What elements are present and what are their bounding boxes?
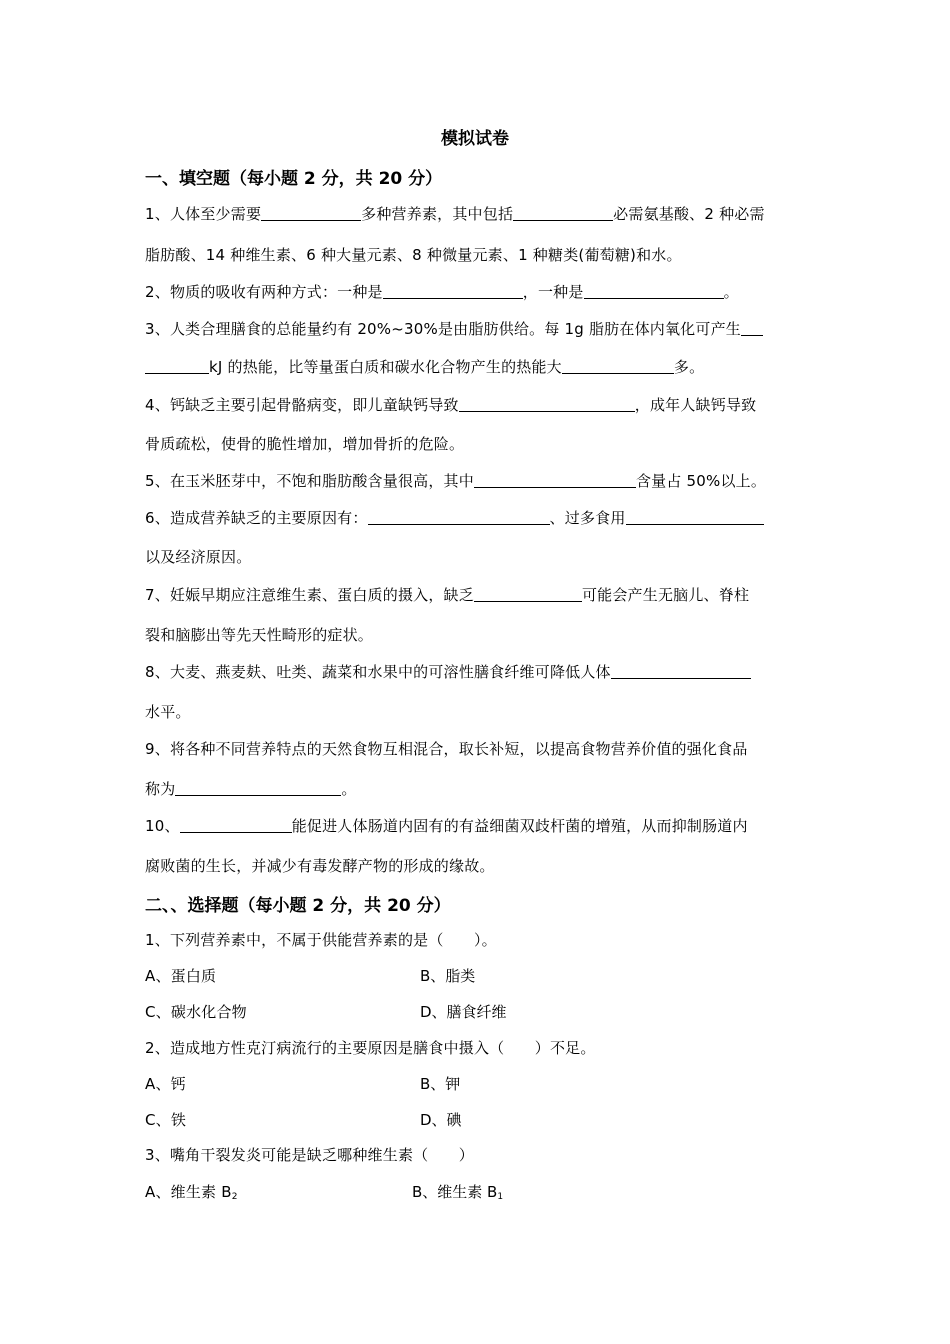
mc-1-option-d[interactable]: D、膳食纤维 — [420, 1003, 507, 1021]
question-6-line-1: 6、造成营养缺乏的主要原因有： 、过多食用 — [145, 507, 764, 528]
answer-blank[interactable] — [562, 358, 674, 374]
answer-blank[interactable] — [474, 472, 636, 488]
answer-blank-continued[interactable] — [145, 358, 209, 374]
question-8-line-2: 水平。 — [145, 703, 191, 721]
mc-1-option-c[interactable]: C、碳水化合物 — [145, 1003, 247, 1021]
question-1-line-2: 脂肪酸、14 种维生素、6 种大量元素、8 种微量元素、1 种糖类(葡萄糖)和水。 — [145, 246, 682, 264]
mc-3-option-a[interactable]: A、维生素 $B_2$ — [145, 1183, 238, 1202]
mc-2-option-b[interactable]: B、钾 — [420, 1075, 461, 1093]
answer-blank[interactable] — [383, 283, 523, 299]
question-3-line-1: 3、人类合理膳食的总能量约有 20%~30%是由脂肪供给。每 1g 脂肪在体内氧化可产生 — [145, 318, 763, 339]
answer-blank[interactable] — [175, 780, 341, 796]
question-6-line-2: 以及经济原因。 — [145, 548, 252, 566]
answer-blank[interactable] — [584, 283, 724, 299]
mc-1-option-b[interactable]: B、脂类 — [420, 967, 476, 985]
answer-blank[interactable] — [626, 509, 764, 525]
mc-3-option-b[interactable]: B、维生素 $B_1$ — [412, 1183, 504, 1202]
answer-blank[interactable] — [261, 205, 361, 221]
question-8-line-1: 8、大麦、燕麦麸、吐类、蔬菜和水果中的可溶性膳食纤维可降低人体 — [145, 661, 751, 682]
mc-question-3-stem: 3、嘴角干裂发炎可能是缺乏哪种维生素（ ） — [145, 1146, 474, 1164]
question-10-line-2: 腐败菌的生长，并减少有毒发酵产物的形成的缘故。 — [145, 857, 495, 875]
page-title: 模拟试卷 — [441, 129, 509, 149]
question-4-line-2: 骨质疏松，使骨的脆性增加，增加骨折的危险。 — [145, 435, 465, 453]
answer-blank[interactable] — [513, 205, 613, 221]
answer-blank[interactable] — [368, 509, 550, 525]
mc-1-option-a[interactable]: A、蛋白质 — [145, 967, 217, 985]
question-5: 5、在玉米胚芽中，不饱和脂肪酸含量很高，其中 含量占 50%以上。 — [145, 472, 767, 490]
mc-question-1-stem: 1、下列营养素中，不属于供能营养素的是（ ）。 — [145, 931, 497, 949]
mc-2-option-a[interactable]: A、钙 — [145, 1075, 186, 1093]
mc-2-option-c[interactable]: C、铁 — [145, 1111, 187, 1129]
question-9-line-1: 9、将各种不同营养特点的天然食物互相混合，取长补短，以提高食物营养价值的强化食品 — [145, 740, 748, 758]
mc-2-option-d[interactable]: D、碘 — [420, 1111, 462, 1129]
answer-blank[interactable] — [459, 396, 635, 412]
question-7-line-1: 7、妊娠早期应注意维生素、蛋白质的摄入，缺乏 可能会产生无脑儿、脊柱 — [145, 586, 750, 604]
answer-blank[interactable] — [180, 817, 292, 833]
answer-blank[interactable] — [474, 586, 582, 602]
answer-blank[interactable] — [611, 663, 751, 679]
question-7-line-2: 裂和脑膨出等先天性畸形的症状。 — [145, 626, 374, 644]
question-1-line-1: 1、人体至少需要 多种营养素，其中包括 必需氨基酸、2 种必需 — [145, 205, 765, 223]
question-3-line-2: kJ 的热能，比等量蛋白质和碳水化合物产生的热能大 多。 — [145, 356, 704, 377]
question-2: 2、物质的吸收有两种方式：一种是 ，一种是 。 — [145, 283, 739, 301]
mc-question-2-stem: 2、造成地方性克汀病流行的主要原因是膳食中摄入（ ）不足。 — [145, 1039, 596, 1057]
question-4-line-1: 4、钙缺乏主要引起骨骼病变，即儿童缺钙导致 ，成年人缺钙导致 — [145, 396, 757, 414]
question-9-line-2: 称为 。 — [145, 780, 357, 798]
question-10-line-1: 10、 能促进人体肠道内固有的有益细菌双歧杆菌的增殖，从而抑制肠道内 — [145, 817, 748, 835]
section-fill-in-heading: 一、填空题（每小题 2 分，共 20 分） — [145, 169, 443, 189]
section-multiple-choice-heading: 二、、选择题（每小题 2 分，共 20 分） — [145, 896, 451, 916]
answer-blank[interactable] — [741, 320, 763, 336]
